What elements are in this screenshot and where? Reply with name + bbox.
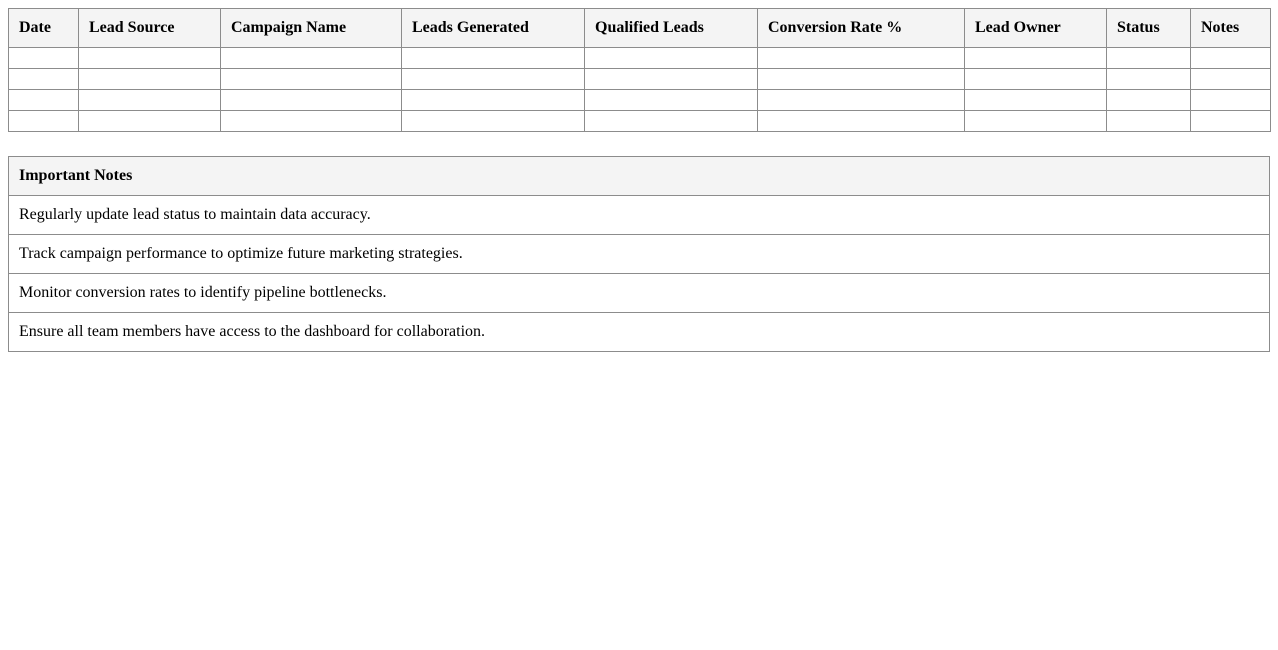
table-cell[interactable]	[585, 48, 758, 69]
notes-title: Important Notes	[9, 157, 1270, 196]
table-cell[interactable]	[79, 111, 221, 132]
table-header-row	[9, 9, 1271, 48]
page-content	[8, 8, 1270, 352]
note-text: Regularly update lead status to maintain data accuracy.	[9, 196, 1270, 235]
table-cell[interactable]	[79, 48, 221, 69]
table-cell[interactable]	[402, 48, 585, 69]
table-cell[interactable]	[402, 90, 585, 111]
list-item	[9, 196, 1270, 235]
table-row	[9, 90, 1271, 111]
table-row	[9, 48, 1271, 69]
table-cell[interactable]	[758, 90, 965, 111]
table-cell[interactable]	[758, 48, 965, 69]
table-cell[interactable]	[1107, 90, 1191, 111]
table-cell[interactable]	[1191, 90, 1271, 111]
table-cell[interactable]	[585, 111, 758, 132]
table-cell[interactable]	[9, 111, 79, 132]
note-text: Track campaign performance to optimize future marketing strategies.	[9, 235, 1270, 274]
table-cell[interactable]	[1107, 48, 1191, 69]
table-cell[interactable]	[402, 111, 585, 132]
table-row	[9, 111, 1271, 132]
lead-tracking-table	[8, 8, 1271, 132]
table-cell[interactable]	[965, 111, 1107, 132]
notes-header-row	[9, 157, 1270, 196]
table-cell[interactable]	[9, 69, 79, 90]
list-item	[9, 313, 1270, 352]
column-header-conversion-rate: Conversion Rate %	[758, 9, 965, 48]
table-cell[interactable]	[9, 48, 79, 69]
column-header-lead-owner: Lead Owner	[965, 9, 1107, 48]
table-cell[interactable]	[1107, 69, 1191, 90]
table-cell[interactable]	[1191, 48, 1271, 69]
list-item	[9, 274, 1270, 313]
table-cell[interactable]	[758, 111, 965, 132]
column-header-date: Date	[9, 9, 79, 48]
table-row	[9, 69, 1271, 90]
table-cell[interactable]	[79, 69, 221, 90]
table-cell[interactable]	[758, 69, 965, 90]
table-cell[interactable]	[221, 90, 402, 111]
column-header-status: Status	[1107, 9, 1191, 48]
table-cell[interactable]	[585, 90, 758, 111]
table-cell[interactable]	[221, 48, 402, 69]
table-cell[interactable]	[221, 111, 402, 132]
column-header-campaign-name: Campaign Name	[221, 9, 402, 48]
table-cell[interactable]	[402, 69, 585, 90]
table-cell[interactable]	[1191, 111, 1271, 132]
table-cell[interactable]	[1107, 111, 1191, 132]
column-header-leads-generated: Leads Generated	[402, 9, 585, 48]
column-header-qualified-leads: Qualified Leads	[585, 9, 758, 48]
note-text: Ensure all team members have access to the dashboard for collaboration.	[9, 313, 1270, 352]
table-cell[interactable]	[585, 69, 758, 90]
table-cell[interactable]	[221, 69, 402, 90]
column-header-lead-source: Lead Source	[79, 9, 221, 48]
list-item	[9, 235, 1270, 274]
table-cell[interactable]	[965, 90, 1107, 111]
table-cell[interactable]	[965, 69, 1107, 90]
table-cell[interactable]	[9, 90, 79, 111]
table-cell[interactable]	[965, 48, 1107, 69]
important-notes-table	[8, 156, 1270, 352]
table-cell[interactable]	[1191, 69, 1271, 90]
table-cell[interactable]	[79, 90, 221, 111]
column-header-notes: Notes	[1191, 9, 1271, 48]
note-text: Monitor conversion rates to identify pipeline bottlenecks.	[9, 274, 1270, 313]
